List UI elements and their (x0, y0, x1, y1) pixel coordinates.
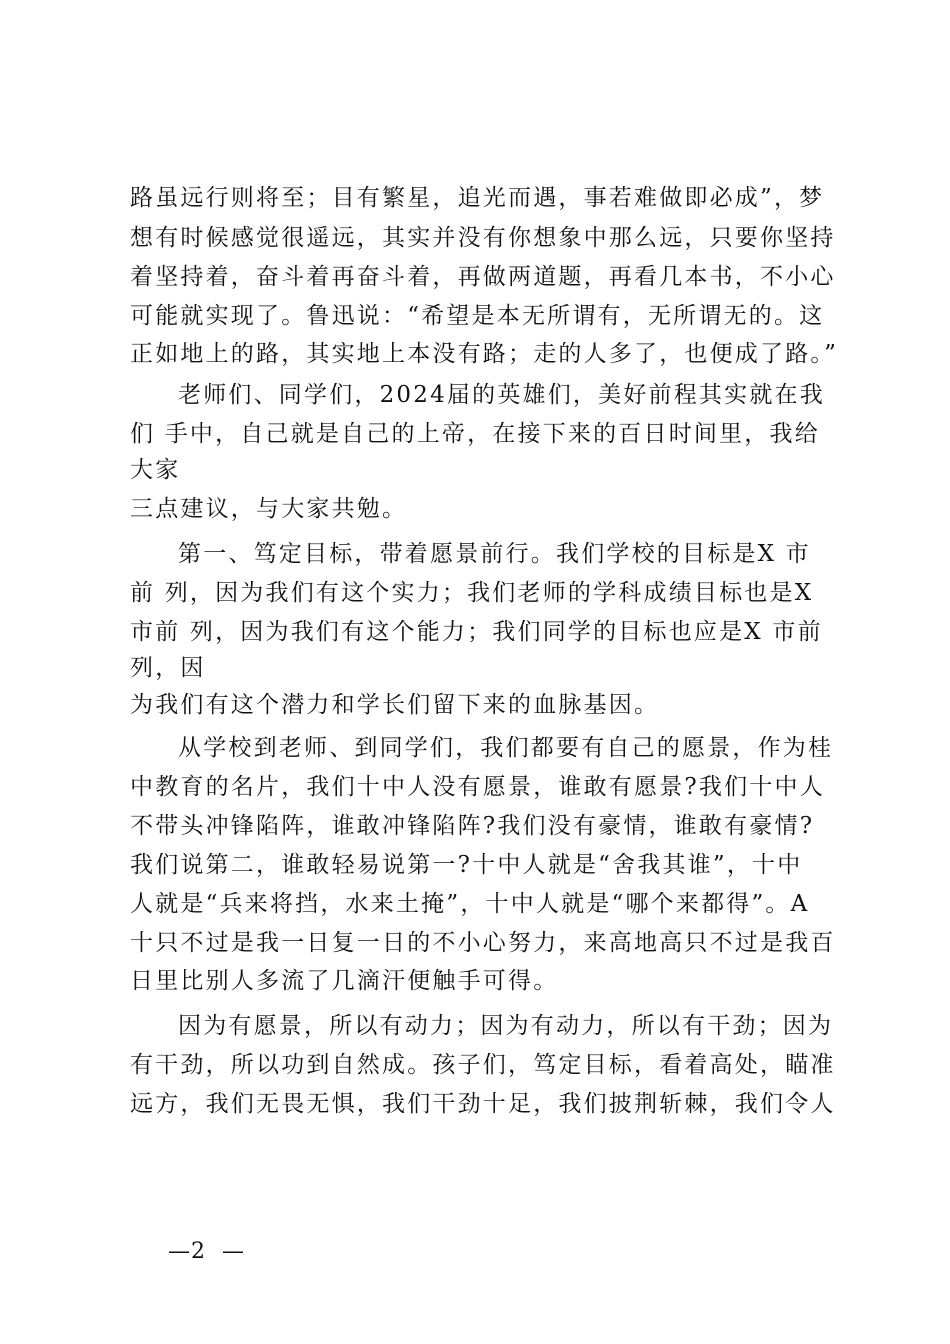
text-line: 不带头冲锋陷阵，谁敢冲锋陷阵?我们没有豪情，谁敢有豪情? (130, 813, 815, 839)
text-line: 可能就实现了。鲁迅说：“希望是本无所谓有，无所谓无的。这 (130, 303, 825, 329)
text-line: 路虽远行则将至；目有繁星，追光而遇，事若难做即必成”，梦 (130, 185, 825, 211)
text-line: 想有时候感觉很遥远，其实并没有你想象中那么远，只要你坚持 (130, 225, 836, 251)
text-line: 十只不过是我一日复一日的不小心努力，来高地高只不过是我百 (130, 930, 836, 956)
text-line: 前 列，因为我们有这个实力；我们老师的学科成绩目标也是X (130, 580, 814, 606)
text-line: 因为有愿景，所以有动力；因为有动力，所以有干劲；因为 (178, 1013, 834, 1039)
text-line: 中教育的名片，我们十中人没有愿景，谁敢有愿景?我们十中人 (130, 774, 825, 800)
text-line: 市前 列，因为我们有这个能力；我们同学的目标也应是X 市前 (130, 619, 823, 645)
text-line: 日里比别人多流了几滴汗便触手可得。 (130, 968, 559, 994)
text-line: 有干劲，所以功到自然成。孩子们，笃定目标，看着高处，瞄准 (130, 1052, 836, 1078)
text-line: 正如地上的路，其实地上本没有路；走的人多了，也便成了路。” (130, 341, 839, 367)
text-line: 第一、笃定目标，带着愿景前行。我们学校的目标是X 市 (178, 541, 811, 567)
text-line: 我们说第二，谁敢轻易说第一?十中人就是“舍我其谁”，十中 (130, 852, 803, 878)
text-line: 大家 (130, 457, 181, 483)
text-line: 着坚持着，奋斗着再奋斗着，再做两道题，再看几本书，不小心 (130, 264, 836, 290)
text-line: 三点建议，与大家共勉。 (130, 496, 408, 522)
text-line: 们 手中，自己就是自己的上帝，在接下来的百日时间里，我给 (130, 421, 820, 447)
text-line: 从学校到老师、到同学们，我们都要有自己的愿景，作为桂 (178, 735, 834, 761)
text-line: 远方，我们无畏无惧，我们干劲十足，我们披荆斩棘，我们令人 (130, 1091, 836, 1117)
text-line: 列，因 (130, 655, 206, 681)
text-line: 老师们、同学们，2024届的英雄们，美好前程其实就在我 (178, 382, 825, 408)
text-line: 人就是“兵来将挡，水来土掩”，十中人就是“哪个来都得”。A (130, 891, 810, 917)
page-number: —2 — (168, 1239, 245, 1264)
text-line: 为我们有这个潜力和学长们留下来的血脉基因。 (130, 692, 660, 718)
